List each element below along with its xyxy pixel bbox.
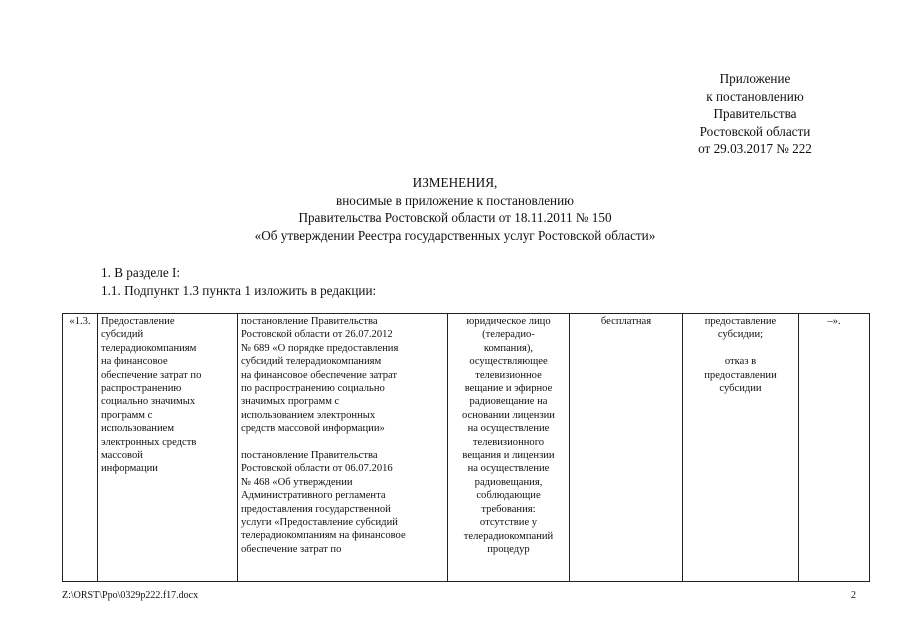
- result-line: предоставление: [704, 316, 777, 327]
- service-name-line: использованием: [101, 423, 175, 435]
- table-cell-service-name: [98, 314, 238, 582]
- table-cell-result: [683, 314, 799, 582]
- recipient-line: телевизионного: [472, 436, 545, 448]
- appendix-line: от 29.03.2017 № 222: [698, 141, 812, 156]
- recipient-line: радиовещание на: [469, 396, 548, 408]
- page-number: 2: [851, 590, 856, 601]
- result-line: отказ в: [724, 356, 757, 368]
- legal-act-line: на финансовое обеспечение затрат: [241, 369, 398, 381]
- service-name-line: социально значимых: [101, 396, 196, 408]
- service-name-line: телерадиокомпаниям: [101, 342, 197, 354]
- table-cell-last: [799, 314, 870, 582]
- recipient-line: вещания и лицензии: [462, 450, 555, 462]
- legal-act-line: по распространению социально: [241, 383, 385, 395]
- table-row: [63, 314, 870, 582]
- recipient-line: (телерадио-: [482, 329, 535, 341]
- section-line-1: 1. В разделе I:: [101, 265, 181, 280]
- legal-act-line: средств массовой информации»: [241, 423, 385, 435]
- closing-mark: –».: [827, 316, 841, 327]
- recipient-line: требования:: [481, 503, 536, 515]
- service-name-line: массовой: [101, 450, 143, 462]
- table-cell-fee: [570, 314, 683, 582]
- footer-file-path: Z:\ORST\Ppo\0329p222.f17.docx: [62, 590, 199, 601]
- service-name-line: обеспечение затрат по: [101, 369, 202, 381]
- legal-act-line: № 468 «Об утверждении: [241, 476, 353, 488]
- service-name-line: распространению: [101, 383, 182, 395]
- section-line-2: 1.1. Подпункт 1.3 пункта 1 изложить в редакции:: [101, 282, 377, 298]
- service-name-line: на финансовое: [101, 356, 168, 368]
- recipient-line: осуществляющее: [469, 356, 548, 368]
- legal-act-line: значимых программ с: [241, 396, 340, 408]
- legal-act-line: постановление Правительства: [241, 316, 378, 327]
- service-name-line: программ с: [101, 409, 153, 421]
- legal-act-line: телерадиокомпаниям на финансовое: [241, 530, 406, 542]
- fee-text: бесплатная: [600, 316, 652, 327]
- recipient-line: на осуществление: [467, 463, 550, 475]
- recipient-line: процедур: [487, 543, 530, 555]
- legal-act-line: Ростовской области от 26.07.2012: [241, 329, 393, 341]
- document-heading: [175, 174, 735, 244]
- recipient-line: телерадиокомпаний: [463, 530, 554, 542]
- appendix-line: Правительства: [713, 106, 797, 121]
- legal-act-line: № 689 «О порядке предоставления: [241, 342, 399, 354]
- recipient-line: юридическое лицо: [466, 316, 551, 327]
- paragraph-gap: [686, 342, 795, 355]
- table-cell-legal-acts: [238, 314, 448, 582]
- recipient-line: вещание и эфирное: [464, 383, 553, 395]
- row-number: «1.3.: [69, 316, 91, 327]
- document-title: ИЗМЕНЕНИЯ,: [412, 175, 498, 190]
- recipient-line: основании лицензии: [462, 409, 555, 421]
- changes-table: [62, 313, 870, 582]
- legal-act-line: использованием электронных: [241, 409, 376, 421]
- recipient-line: телевизионное: [475, 369, 542, 381]
- appendix-line: Ростовской области: [699, 123, 811, 139]
- result-line: предоставлении: [704, 369, 777, 381]
- table-cell-number: [63, 314, 98, 582]
- section-intro: [101, 264, 376, 299]
- appendix-line: к постановлению: [706, 88, 804, 104]
- legal-act-line: предоставления государственной: [241, 503, 391, 515]
- table-cell-recipients: [448, 314, 570, 582]
- service-name-line: информации: [101, 463, 158, 475]
- appendix-line: Приложение: [719, 71, 791, 86]
- paragraph-gap: [241, 436, 444, 449]
- legal-act-line: субсидий телерадиокомпаниям: [241, 356, 382, 368]
- result-line: субсидии;: [717, 329, 764, 341]
- recipient-line: радиовещания,: [474, 476, 543, 488]
- recipient-line: на осуществление: [467, 423, 550, 435]
- legal-act-line: Административного регламента: [241, 490, 386, 502]
- recipient-line: компания),: [483, 342, 534, 354]
- result-line: субсидии: [719, 383, 762, 395]
- service-name-line: электронных средств: [101, 436, 197, 448]
- legal-act-line: услуги «Предоставление субсидий: [241, 517, 398, 529]
- recipient-line: соблюдающие: [476, 490, 541, 502]
- legal-act-line: постановление Правительства: [241, 450, 378, 462]
- recipient-line: отсутствие у: [479, 517, 538, 529]
- appendix-block: [640, 70, 870, 158]
- service-name-line: Предоставление: [101, 316, 175, 327]
- heading-line: «Об утверждении Реестра государственных услуг Ростовской области»: [254, 227, 656, 243]
- legal-act-line: обеспечение затрат по: [241, 543, 342, 555]
- heading-line: вносимые в приложение к постановлению: [335, 192, 575, 208]
- heading-line: Правительства Ростовской области от 18.11.2011 № 150: [298, 210, 612, 225]
- legal-act-line: Ростовской области от 06.07.2016: [241, 463, 393, 475]
- service-name-line: субсидий: [101, 329, 144, 341]
